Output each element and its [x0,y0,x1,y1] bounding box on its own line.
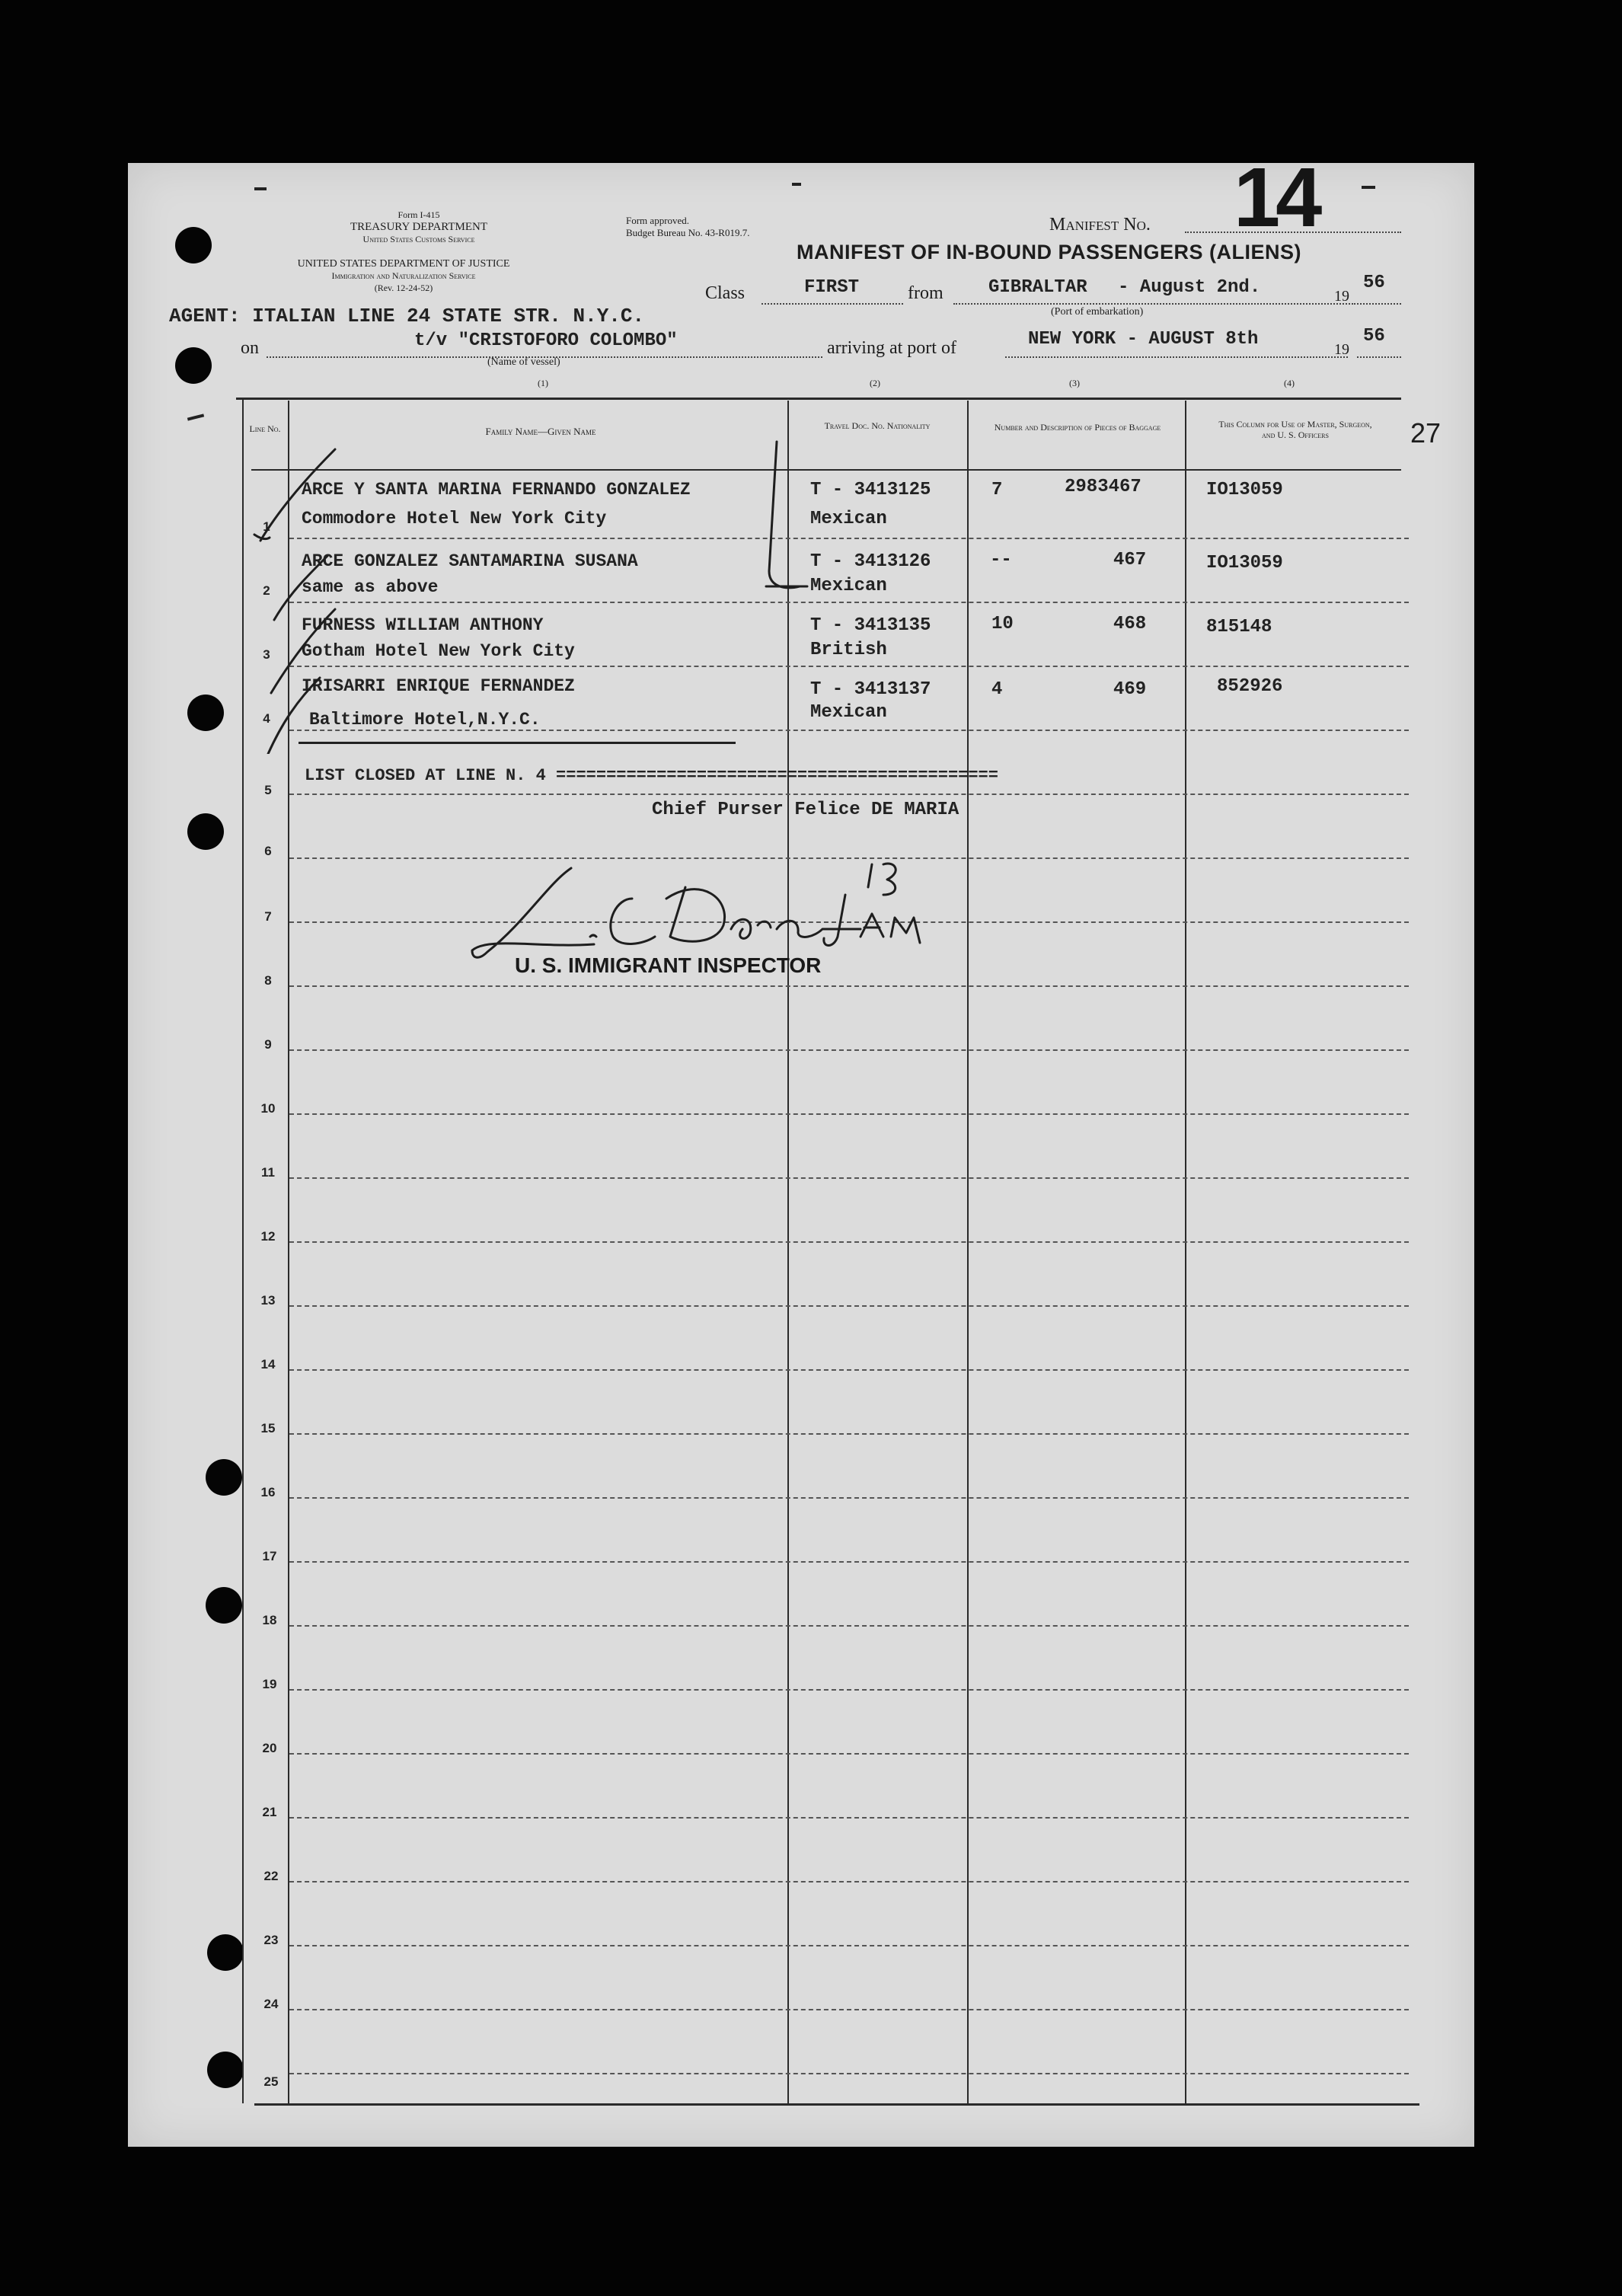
on-label: on [241,338,259,358]
travel-doc-no: T - 3413125 [810,480,931,500]
col-header-baggage: Number and Description of Pieces of Baggage [994,422,1161,433]
travel-doc-no: T - 3413135 [810,615,931,636]
baggage-pieces: 4 [991,679,1003,700]
col-number-4: (4) [1284,378,1295,388]
embark-year: 56 [1363,273,1385,293]
line-number: 4 [263,711,270,726]
line-number: 14 [260,1357,276,1372]
baggage-description: 467 [1113,550,1147,570]
check-marks [251,434,815,754]
col-header-officers: This Column for Use of Master, Surgeon, and U. S. Officers [1218,419,1372,440]
travel-doc-no: T - 3413137 [810,679,931,700]
col-number-1: (1) [538,378,548,388]
line-number: 16 [260,1485,276,1499]
punch-hole [175,347,212,384]
col-header-name: Family Name—Given Name [485,426,596,437]
passenger-name: ARCE GONZALEZ SANTAMARINA SUSANA [302,551,638,571]
punch-hole [207,2052,244,2088]
line-number: 19 [262,1677,277,1691]
passenger-address: same as above [302,577,439,597]
line-number: 20 [262,1741,277,1755]
class-value: FIRST [804,277,860,298]
immigration-service: Immigration and Naturalization Service [331,270,476,281]
line-number: 3 [263,647,270,662]
baggage-pieces: 10 [991,614,1014,634]
passenger-name: ARCE Y SANTA MARINA FERNANDO GONZALEZ [302,480,691,500]
punch-hole [206,1587,242,1624]
punch-hole [206,1459,242,1496]
officer-entry: IO13059 [1206,553,1283,573]
class-label: Class [705,283,746,303]
line-number: 25 [263,2074,279,2089]
officer-entry: IO13059 [1206,480,1283,500]
treasury-dept: TREASURY DEPARTMENT [350,221,488,233]
passenger-address: Gotham Hotel New York City [302,641,575,661]
line-number: 24 [263,1997,279,2011]
line-number: 7 [264,909,272,924]
budget-bureau: Budget Bureau No. 43-R019.7. [626,227,750,238]
line-number: 11 [261,1165,275,1180]
passenger-name: IRISARRI ENRIQUE FERNANDEZ [302,676,575,696]
manifest-no-label: Manifest No. [1049,215,1151,235]
chief-purser: Chief Purser Felice DE MARIA [652,800,959,820]
punch-hole [187,813,224,850]
form-approved: Form approved. [626,215,690,226]
edge-mark [254,187,267,190]
line-number: 15 [260,1421,276,1435]
line-number: 18 [262,1613,277,1627]
embark-year-prefix: 19 [1334,288,1349,305]
port-embark-caption: (Port of embarkation) [1051,306,1144,318]
line-number: 23 [263,1933,279,1947]
edge-mark [792,183,801,186]
manifest-title: MANIFEST OF IN-BOUND PASSENGERS (ALIENS) [797,241,1302,263]
arrival-year-prefix: 19 [1334,341,1349,358]
column-rule [967,401,969,2103]
edge-mark [1362,186,1375,189]
vessel-caption: (Name of vessel) [487,356,560,368]
nationality: Mexican [810,576,887,596]
vessel-name: t/v "CRISTOFORO COLOMBO" [414,331,678,351]
passenger-address: Baltimore Hotel,N.Y.C. [309,710,541,730]
agent-line: AGENT: ITALIAN LINE 24 STATE STR. N.Y.C. [169,305,645,327]
arriving-label: arriving at port of [827,338,956,358]
line-number: 2 [263,583,270,598]
arrival-port-date: NEW YORK - AUGUST 8th [1028,329,1259,350]
line-number: 22 [263,1869,279,1883]
arrival-year-underline [1357,356,1401,358]
line-number: 5 [264,783,272,797]
nationality: British [810,640,887,660]
arrival-underline [1005,356,1348,358]
inspector-stamp: U. S. IMMIGRANT INSPECTOR [515,953,822,977]
line-number: 17 [262,1549,277,1563]
embark-date: - August 2nd. [1118,277,1261,298]
customs-service: United States Customs Service [362,234,475,244]
passenger-name: FURNESS WILLIAM ANTHONY [302,615,544,635]
baggage-description: 469 [1113,679,1147,700]
punch-hole [187,695,224,731]
line-number: 9 [264,1037,272,1052]
punch-hole [175,227,212,263]
passenger-address: Commodore Hotel New York City [302,509,607,528]
col-header-travel-doc: Travel Doc. No. Nationality [824,420,931,431]
from-underline [953,303,1355,305]
baggage-pieces: -- [990,550,1012,570]
baggage-description: 468 [1113,614,1147,634]
nationality: Mexican [810,509,887,529]
travel-doc-no: T - 3413126 [810,551,931,572]
col-number-2: (2) [870,378,880,388]
page-number: 27 [1410,417,1442,449]
form-number: Form I-415 [398,209,440,220]
justice-dept: UNITED STATES DEPARTMENT OF JUSTICE [297,258,510,270]
baggage-pieces: 7 [991,480,1003,500]
line-number: 8 [264,973,272,988]
punch-hole [207,1934,244,1971]
line-number: 13 [260,1293,276,1308]
column-rule [1185,401,1186,2103]
from-port: GIBRALTAR [988,277,1087,298]
manifest-number-stamp: 14 [1234,151,1318,244]
line-number: 12 [260,1229,276,1244]
arrival-year: 56 [1363,326,1385,346]
class-underline [762,303,903,305]
col-header-line-no: Line No. [249,423,281,434]
baggage-description: 2983467 [1065,477,1141,497]
form-revision: (Rev. 12-24-52) [374,283,433,293]
column-rule [242,398,244,2103]
list-closed-line: LIST CLOSED AT LINE N. 4 ============================================ [305,766,998,785]
table-bottom-border [254,2103,1419,2106]
officer-entry: 852926 [1217,676,1283,697]
col-number-3: (3) [1069,378,1080,388]
line-number: 1 [263,519,270,534]
line-number: 6 [264,844,272,858]
table-top-border [236,398,1401,400]
officer-entry: 815148 [1206,617,1272,637]
nationality: Mexican [810,702,887,723]
line-number: 10 [260,1101,276,1116]
from-label: from [908,283,944,303]
line-number: 21 [262,1805,277,1819]
embark-year-underline [1357,303,1401,305]
